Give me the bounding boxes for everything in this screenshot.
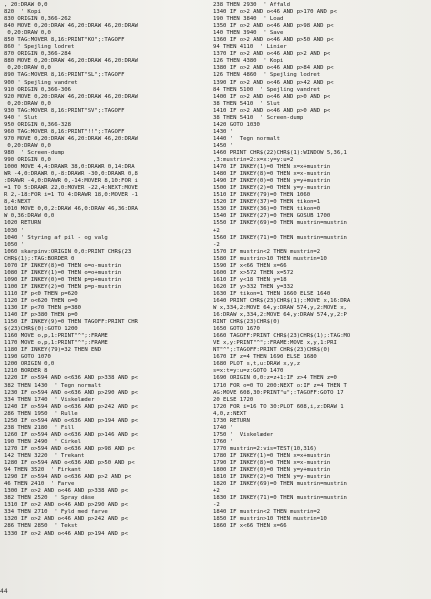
code-line: 1230 IF o>594 AND o<636 AND p>290 AND p< — [4, 389, 138, 396]
code-line: 1270 IF o>594 AND o<636 AND p>98 AND p< — [4, 445, 135, 452]
code-line: 1570 IF mustrin<2 THEN mustrin=2 — [213, 248, 321, 255]
code-line: 1130 IF p<70 THEN p=380 — [4, 305, 81, 312]
code-line: 1310 IF o>2 AND o<46 AND p>290 AND p< — [4, 502, 128, 509]
code-line: -2 — [213, 502, 220, 509]
code-line: 38 THEN 5410 ' Slut — [213, 100, 280, 107]
code-line: 16:DRAW x,334,2:MOVE 64,y:DRAW 574,y,2:P — [213, 312, 347, 319]
code-line: 820 ' Kopi — [4, 9, 41, 16]
code-line: +2 — [213, 227, 220, 234]
code-line: 1460 PRINT CHR$(22)CHR$(1):WINDOW 5,36,1 — [213, 149, 347, 156]
code-line: 1060 skarpinv:ORIGIN 0,0:PRINT CHR$(23 — [4, 248, 132, 255]
code-line: 870 ORIGIN 0,366-284 — [4, 51, 71, 58]
code-line: 1440 ' Tegn normalt — [213, 135, 280, 142]
code-line: 1740 ' — [213, 424, 234, 431]
code-line: 1070 IF INKEY(8)=0 THEN o=o-mustrin — [4, 262, 122, 269]
code-line: 1780 IF INKEY(1)=0 THEN x=x+mustrin — [213, 453, 331, 459]
code-line: 1630 IF tikon=1 THEN 1660 ELSE 1640 — [213, 290, 331, 297]
code-line: 46 THEN 2410 ' Farve — [4, 481, 75, 488]
code-line: $(23)CHR$(0):GOTO 1200 — [4, 326, 78, 333]
code-line: 1560 IF INKEY(71)=0 THEN mustrin=mustrin — [213, 234, 347, 241]
code-line: 190 THEN 3840 ' Load — [213, 16, 284, 23]
code-line: +2 — [213, 488, 220, 495]
listing-column-left — [4, 2, 206, 538]
code-line: 1500 IF INKEY(2)=0 THEN y=y-mustrin — [213, 185, 331, 192]
code-line: =1 TO 5:DRAWR 22,0:MOVER -22,4:NEXT:MOVE — [4, 185, 138, 192]
code-line: 1400 IF o>2 AND o<46 AND p>0 AND p< — [213, 93, 331, 100]
code-line: 94 THEN 3520 ' Firkant — [4, 467, 81, 474]
code-line: 1050 ' — [4, 241, 25, 248]
code-line: 382 THEN 1430 ' Tegn normalt — [4, 382, 102, 389]
code-line: 1550 IF INKEY(69)=0 THEN mustrin=mustrin — [213, 220, 347, 227]
code-line: 1100 IF INKEY(2)=0 THEN p=p-mustrin — [4, 283, 122, 290]
code-line: 880 MOVE 0,20:DRAW 46,20:DRAW 46,20:DRAW — [4, 58, 138, 65]
code-line: 1470 IF INKEY(1)=0 THEN x=x+mustrin — [213, 164, 331, 171]
code-line: 1490 IF INKEY(0)=0 THEN y=y+mustrin — [213, 178, 331, 185]
code-line: :DRAWR -4,0:DRAWR 0,-14:MOVER 8,10:FOR i — [4, 178, 138, 185]
code-line: 1510 IF INKEY(79)=0 THEN 1060 — [213, 192, 311, 199]
code-line: 830 ORIGIN 0,366-262 — [4, 16, 71, 23]
code-line: -2 — [213, 241, 220, 248]
code-line: WR -4,0:DRAWR 0,-8:DRAWR -30,0:DRAWR 0,8 — [4, 171, 138, 178]
code-line: 1180 IF INKEY(79)=32 THEN END — [4, 347, 102, 354]
code-line: 1030 ' — [4, 227, 25, 234]
code-line: 1390 IF o>2 AND o<46 AND p>42 AND p< — [213, 79, 334, 86]
code-line: 1790 IF INKEY(8)=0 THEN x=x-mustrin — [213, 460, 331, 467]
code-line: 1290 IF o>594 AND o<636 AND p>2 AND p< — [4, 474, 132, 481]
code-line: 1480 IF INKEY(8)=0 THEN x=x-mustrin — [213, 171, 331, 178]
code-line: 1200 ORIGIN 0,0 — [4, 361, 55, 368]
code-line: 890 TAG:MOVER 8,16:PRINT"SL";:TAGOFF — [4, 72, 125, 79]
code-line: 960 TAG:MOVER 8,16:PRINT"!!";:TAGOFF — [4, 128, 125, 135]
code-line: 1650 GOTO 1670 — [213, 326, 260, 333]
code-line: 1240 IF o>594 AND o<636 AND p>242 AND p< — [4, 403, 138, 410]
code-line: 1530 IF INKEY(36)=0 THEN tikon=0 — [213, 206, 321, 213]
code-line: 286 THEN 1950 ' Rulle — [4, 410, 78, 417]
code-line: 940 ' Slut — [4, 114, 38, 121]
code-line: 1410 IF o>2 AND o<46 AND p>0 AND p< — [213, 107, 331, 114]
code-line: 1190 GOTO 1070 — [4, 354, 51, 361]
code-line: 1020 RETURN — [4, 220, 41, 227]
code-line: 1210 BORDER 8 — [4, 368, 48, 375]
code-line: VE x,y:PRINT"^";:FRAME:MOVE x,y,1:PRI — [213, 340, 337, 347]
code-line: 142 THEN 3220 ' Trekant — [4, 453, 85, 459]
code-line: 1660 TAGOFF:PRINT CHR$(23)CHR$(1);:TAG:MO — [213, 333, 351, 340]
page-number: 44 — [0, 588, 8, 595]
code-line: 1610 IF y<18 THEN y=18 — [213, 276, 287, 283]
listing-column-right — [213, 2, 427, 531]
code-line: 920 MOVE 0,20:DRAW 46,20:DRAW 46,20:DRAW — [4, 93, 138, 100]
code-line: AG:MOVE 608,30:PRINT"u";:TAGOFF:GOTO 17 — [213, 389, 344, 396]
code-line: 930 TAG:MOVER 8,16:PRINT"SV";:TAGOFF — [4, 107, 125, 114]
code-line: 1320 IF o>2 AND o<46 AND p>242 AND p< — [4, 516, 128, 523]
code-line: 0,20:DRAW 0,0 — [4, 100, 51, 107]
code-line: RINT CHR$(23)CHR$(0) — [213, 319, 280, 326]
code-line: 1810 IF INKEY(2)=0 THEN y=y-mustrin — [213, 474, 331, 481]
code-line: 334 THEN 1740 ' Viskelæder — [4, 396, 95, 403]
code-line: s=x:t=y:u=z:GOTO 1470 — [213, 368, 284, 375]
code-line: 1800 IF INKEY(0)=0 THEN y=y+mustrin — [213, 467, 331, 474]
code-line: 84 THEN 5100 ' Spejling vandret — [213, 86, 321, 93]
code-line: 1120 IF o<620 THEN o=0 — [4, 297, 78, 304]
code-line: 0,20:DRAW 0,0 — [4, 30, 51, 37]
code-line: 238 THEN 2930 ' Affald — [213, 2, 290, 8]
code-line: 1580 IF mustrin>10 THEN mustrin=10 — [213, 255, 327, 262]
code-line: CHR$(1);:TAG:BORDER 0 — [4, 255, 75, 262]
code-line: 1010 MOVE 0,0,2:DRAW 46,0:DRAW 46,36:DRA — [4, 206, 138, 213]
code-line: 334 THEN 2710 ' Fyld med farve — [4, 509, 108, 516]
code-line: 1540 IF INKEY(27)=0 THEN GOSUB 1700 — [213, 213, 331, 220]
code-line: 4,0,z:NEXT — [213, 410, 247, 417]
code-line: 126 THEN 4860 ' Spejling lodret — [213, 72, 321, 79]
code-line: 190 THEN 2490 ' Cirkel — [4, 438, 81, 445]
code-line: 1080 IF INKEY(1)=0 THEN o=o+mustrin — [4, 269, 122, 276]
code-line: 1820 IF INKEY(69)=0 THEN mustrin=mustrin — [213, 481, 347, 488]
code-line: 980 ' Screen-dump — [4, 149, 65, 156]
code-line: 126 THEN 4380 ' Kopi — [213, 58, 284, 65]
code-line: W x,334,2:MOVE 64,y:DRAW 574,y,2:MOVE x, — [213, 305, 347, 312]
code-line: 1170 MOVE o,p,1:PRINT"^";:FRAME — [4, 340, 108, 347]
code-line: , 20:DRAW 0,0 — [4, 2, 48, 8]
code-line: 1720 FOR i=16 TO 30:PLOT 608,i,z:DRAW 1 — [213, 403, 344, 410]
code-line: 1840 IF mustrin<2 THEN mustrin=2 — [213, 509, 321, 516]
code-line: 860 ' Spejling lodret — [4, 44, 75, 51]
code-line: 1730 RETURN — [213, 417, 250, 424]
code-line: 1090 IF INKEY(0)=0 THEN p=p+mustrin — [4, 276, 122, 283]
code-line: 1770 mustrin=2:vis=TEST(10,316) — [213, 445, 317, 452]
code-line: 1640 PRINT CHR$(23)CHR$(1);:MOVE x,16:DRA — [213, 297, 351, 304]
code-line: 1140 IF p>380 THEN p=0 — [4, 312, 78, 319]
code-line: 1110 IF p<0 THEN p=620 — [4, 290, 78, 297]
code-line: 1340 IF o>2 AND o<46 AND p>170 AND p< — [213, 9, 337, 16]
code-line: 1370 IF o>2 AND o<46 AND p>2 AND p< — [213, 51, 331, 58]
code-line: 950 ORIGIN 0,366-328 — [4, 121, 71, 128]
code-line: ,3:mustrin=2:x=x:y=y:u=2 — [213, 157, 294, 164]
code-line: 1860 IF x<66 THEN x=66 — [213, 523, 287, 530]
code-line: 1260 IF o>594 AND o<636 AND p>146 AND p< — [4, 431, 138, 438]
code-line: 1330 IF o>2 AND o<46 AND p>194 AND p< — [4, 530, 128, 537]
code-line: 20 ELSE 1720 — [213, 396, 254, 403]
code-line: 1220 IF o>594 AND o<636 AND p>338 AND p< — [4, 375, 138, 382]
code-line: 0,20:DRAW 0,0 — [4, 65, 51, 72]
code-line: 1830 IF INKEY(71)=0 THEN mustrin=mustrin — [213, 495, 347, 502]
code-line: 382 THEN 2520 ' Spray dåse — [4, 495, 95, 502]
code-line: 1710 FOR o=0 TO 200:NEXT o:IF z=4 THEN T — [213, 382, 347, 389]
code-line: 1000 MOVE 4,4:DRAWR 38,0:DRAWR 0,14:DRA — [4, 164, 135, 171]
code-line: W 0,36:DRAW 0,0 — [4, 213, 55, 220]
code-line: 970 MOVE 0,20:DRAW 46,20:DRAW 46,20:DRAW — [4, 135, 138, 142]
code-line: 286 THEN 2850 ' Tekst — [4, 523, 78, 530]
code-line: 8,4:NEXT — [4, 199, 31, 206]
code-line: 1750 ' Viskelæder — [213, 431, 274, 438]
code-line: 1760 ' — [213, 438, 234, 445]
code-line: 1380 IF o>2 AND o<46 AND p>84 AND p< — [213, 65, 334, 72]
code-line: 1250 IF o>594 AND o<636 AND p>194 AND p< — [4, 417, 138, 424]
code-line: R 2,-18:FOR i=1 TO 4:DRAWR 18,0:MOVER -1 — [4, 192, 138, 199]
code-line: 1520 IF INKEY(37)=0 THEN tikon=1 — [213, 199, 321, 206]
code-line: NT"^";:TAGOFF:PRINT CHR$(23)CHR$(0) — [213, 347, 331, 354]
code-line: 1160 MOVE o,p,1:PRINT"^";:FRAME — [4, 333, 108, 340]
code-line: 1590 IF x<66 THEN x=66 — [213, 262, 287, 269]
code-line: 910 ORIGIN 0,366-306 — [4, 86, 71, 93]
code-line: 1040 ' Styring af pil - og valg — [4, 234, 108, 241]
code-line: 1690 ORIGIN 0,0:z=z+1:IF z>4 THEN z=0 — [213, 375, 337, 382]
code-line: 1420 GOTO 1030 — [213, 121, 260, 128]
code-line: 900 ' Spejling vandret — [4, 79, 78, 86]
code-line: 1450 ' — [213, 142, 234, 149]
code-line: 1280 IF o>594 AND o<636 AND p>50 AND p< — [4, 460, 135, 467]
code-line: 1430 ' — [213, 128, 234, 135]
code-line: 1150 IF INKEY(9)=0 THEN TAGOFF:PRINT CHR — [4, 319, 138, 326]
code-line: 990 ORIGIN 0,0 — [4, 157, 51, 164]
code-line: 1350 IF o>2 AND o<46 AND p>98 AND p< — [213, 23, 334, 30]
code-line: 140 THEN 3940 ' Save — [213, 30, 284, 37]
code-line: 38 THEN 5410 ' Screen-dump — [213, 114, 304, 121]
code-line: 1850 IF mustrin>10 THEN mustrin=10 — [213, 516, 327, 523]
code-line: 1680 PLOT s,t,u:DRAW x,y,z — [213, 361, 301, 368]
code-line: 840 MOVE 0,20:DRAW 46,20:DRAW 46,20:DRAW — [4, 23, 138, 30]
code-line: 1360 IF o>2 AND o<46 AND p>50 AND p< — [213, 37, 334, 44]
code-line: 850 TAG:MOVER 8,16:PRINT"KO";:TAGOFF — [4, 37, 125, 44]
code-line: 1300 IF o>2 AND o<46 AND p>338 AND p< — [4, 488, 128, 495]
code-line: 1670 IF z=4 THEN 1690 ELSE 1680 — [213, 354, 317, 361]
code-line: 1600 IF x>572 THEN x=572 — [213, 269, 294, 276]
code-line: 0,20:DRAW 0,0 — [4, 142, 51, 149]
code-line: 1620 IF y>332 THEN y=332 — [213, 283, 294, 290]
code-line: 94 THEN 4110 ' Linier — [213, 44, 287, 51]
code-line: 238 THEN 2180 ' Fill — [4, 424, 75, 431]
